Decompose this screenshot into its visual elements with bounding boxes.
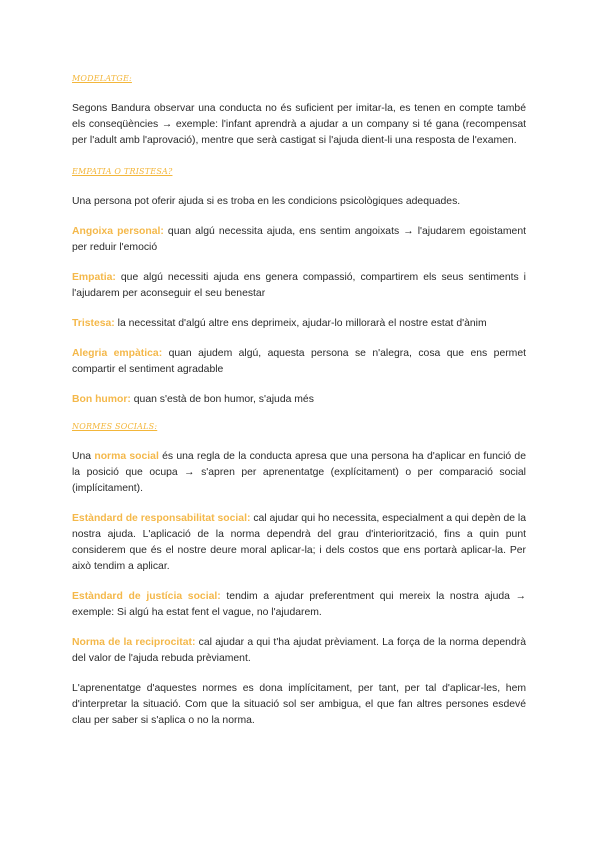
item-alegria-empatica [72,346,526,378]
text-angoixa-personal: quan algú necessita ajuda, ens sentim angoixats → l'ajudarem egoistament per reduir l'emoció [72,226,526,253]
paragraph-empatia-intro: Una persona pot oferir ajuda si es troba en les condicions psicològiques adequades. [72,196,461,207]
normes-intro-start: Una [72,451,95,462]
text-empatia: que algú necessiti ajuda ens genera compassió, compartirem els seus sentiments i l'ajudarem per aconseguir el seu benestar [72,272,526,299]
document-content [72,74,526,729]
term-norma-social: norma social [94,451,159,462]
text-alegria-empatica: quan ajudem algú, aquesta persona se n'alegra, cosa que ens permet compartir el sentiment agradable [72,348,527,375]
term-empatia: Empatia: [72,272,116,283]
heading-normes-socials: NORMES SOCIALS: [72,422,158,431]
item-reciprocitat [72,635,526,667]
heading-empatia: EMPATIA O TRISTESA? [72,167,173,176]
item-justicia-social [72,589,526,621]
term-responsabilitat-social: Estàndard de responsabilitat social: [72,513,251,524]
term-angoixa-personal: Angoixa personal: [72,226,164,237]
item-angoixa-personal [72,224,526,256]
term-reciprocitat: Norma de la reciprocitat: [72,637,196,648]
term-bon-humor: Bon humor: [72,394,131,405]
item-responsabilitat-social [72,511,526,575]
text-tristesa: la necessitat d'algú altre ens deprimeix, ajudar-lo millorarà el nostre estat d'ànim [114,318,487,329]
paragraph-modelatge: Segons Bandura observar una conducta no és suficient per imitar-la, es tenen en compte també els conseqüències → exemple: l'infant aprendrà a ajudar a un company si té gana (recompensat per l'adult amb l'aprovació), mentre que serà castigat si l'ajuda dient-li una resposta de l'examen. [72,103,526,146]
text-reciprocitat: cal ajudar a qui t'ha ajudat prèviament. La força de la norma dependrà del valor de l'ajuda rebuda prèviament. [72,637,526,664]
text-responsabilitat-social: cal ajudar qui ho necessita, especialment a qui depèn de la nostra ajuda. L'aplicació de la norma dependrà del grau d'interiorització, fins a quin punt considerem que és el nostre deure moral aplicar-la; i dels costos que ens portarà aplicar-la. Per això tendim a aplicar. [72,513,526,572]
item-empatia [72,270,526,302]
normes-intro-rest: és una regla de la conducta apresa que una persona ha d'aplicar en funció de la posició que ocupa → s'apren per aprenentatge (explícitament) o per comparació social (implícitament). [72,451,526,494]
text-justicia-social: tendim a ajudar preferentment qui mereix la nostra ajuda → exemple: Si algú ha estat fent el vague, no l'ajudarem. [72,591,526,618]
text-bon-humor: quan s'està de bon humor, s'ajuda més [130,394,314,405]
heading-modelatge: MODELATGE: [72,74,132,83]
term-justicia-social: Estàndard de justícia social: [72,591,221,602]
paragraph-normes-closing: L'aprenentatge d'aquestes normes es dona implícitament, per tant, per tal d'aplicar-les, hem d'interpretar la situació. Com que la situació sol ser ambigua, el que fan altres persones esdevé clau per saber si s'aplica o no la norma. [72,683,526,726]
item-tristesa [72,316,526,332]
item-bon-humor [72,392,526,408]
term-alegria-empatica: Alegria empàtica: [72,348,163,359]
term-tristesa: Tristesa: [72,318,115,329]
paragraph-normes-intro [72,449,526,497]
